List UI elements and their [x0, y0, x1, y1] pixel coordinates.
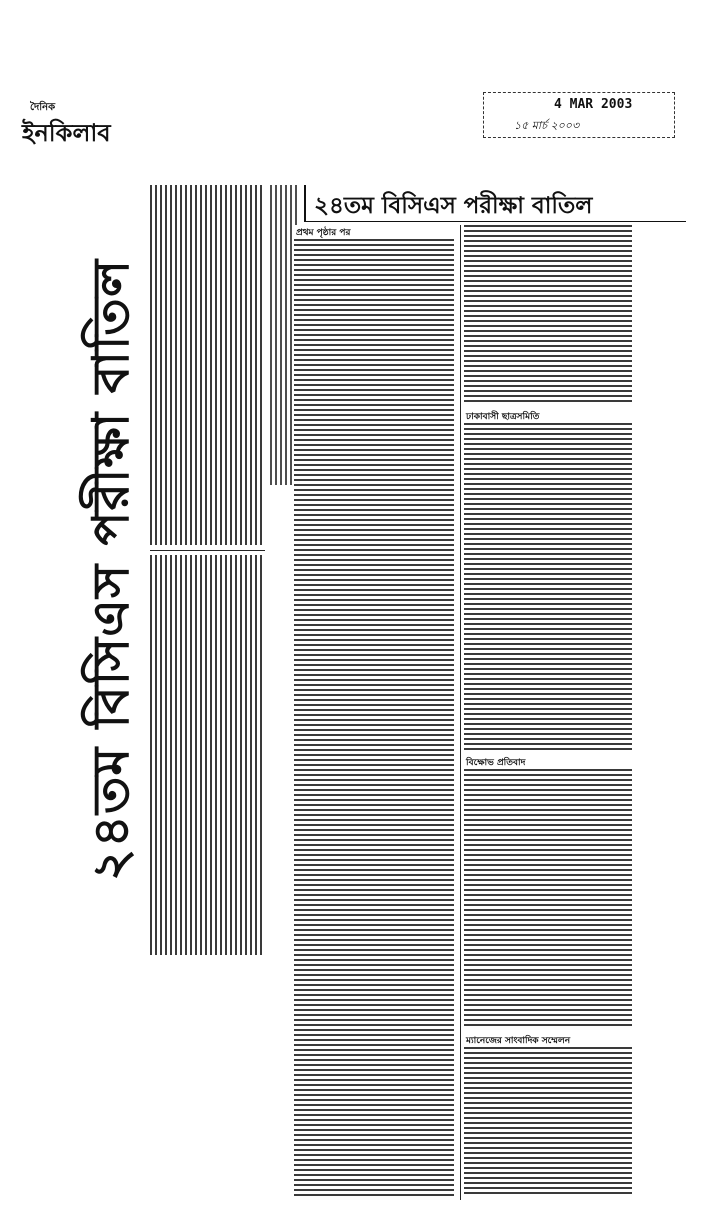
column-separator: [150, 550, 265, 551]
rotated-text-block-1: [150, 555, 265, 955]
horizontal-headline: ২৪তম বিসিএস পরীক্ষা বাতিল: [314, 193, 593, 219]
subhead-association: ঢাকাবাসী ছাত্রসমিতি: [464, 409, 541, 424]
article-text-right-2: [464, 423, 632, 751]
newspaper-name: ইনকিলাব: [22, 118, 111, 147]
article-text-right-4: [464, 1047, 632, 1197]
left-clipping: [80, 185, 270, 955]
date-stamp: [483, 92, 675, 138]
article-text-right-1: [464, 225, 632, 405]
article-text-right-3: [464, 769, 632, 1029]
vertical-headline: ২৪তম বিসিএস পরীক্ষা বাতিল: [82, 258, 140, 882]
date-stamp-date: 4 MAR 2003: [554, 97, 633, 112]
article-column-left: [290, 225, 458, 1205]
date-stamp-note: ১৫ মার্চ ২০০৩: [514, 119, 580, 132]
newspaper-masthead: [22, 100, 162, 160]
newspaper-label-small: দৈনিক: [30, 102, 56, 113]
vertical-headline-container: [80, 185, 142, 955]
right-clipping: [290, 185, 690, 1205]
subhead-press: ম্যানেজের সাংবাদিক সম্মেলন: [464, 1033, 572, 1048]
article-column-right: [464, 225, 634, 1205]
article-text-left: [294, 239, 454, 1199]
column-divider: [460, 225, 461, 1200]
subhead-protest: বিক্ষোভ প্রতিবাদ: [464, 755, 527, 770]
horizontal-headline-box: [304, 185, 686, 222]
rotated-text-block-2: [150, 185, 265, 545]
continued-label: প্রথম পৃষ্ঠার পর: [294, 225, 352, 240]
